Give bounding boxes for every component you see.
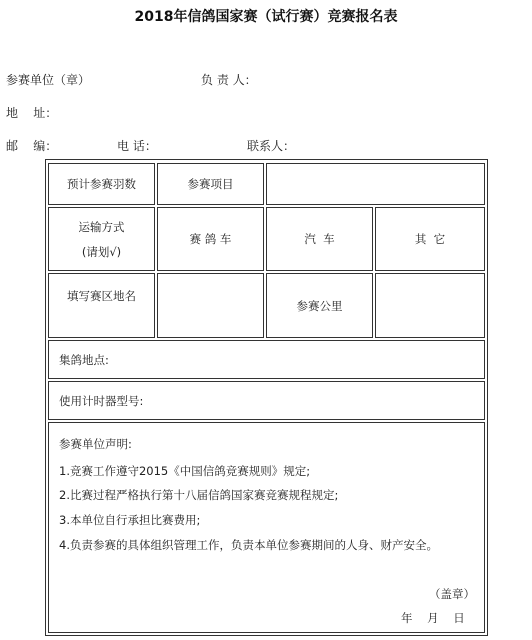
- gathering-place-field[interactable]: [48, 340, 485, 379]
- race-km-label: 参赛公里: [296, 298, 343, 313]
- declaration-item: 4.负责参赛的具体组织管理工作，负责本单位参赛期间的人身、财产安全。: [59, 538, 438, 552]
- timer-model-label: 使用计时器型号:: [59, 393, 144, 408]
- automobile-label: 汽 车: [304, 232, 335, 246]
- region-name-value[interactable]: [157, 273, 264, 338]
- declaration-item: 3.本单位自行承担比赛费用;: [59, 513, 201, 527]
- phone-label: 电 话：: [117, 139, 157, 153]
- event-item-cell: [157, 163, 264, 205]
- region-name-cell: [48, 273, 155, 338]
- race-km-cell: [266, 273, 373, 338]
- automobile-option[interactable]: [266, 207, 373, 271]
- date-label: 年 月 日: [401, 611, 465, 625]
- transport-label: 运输方式: [78, 219, 125, 234]
- event-item-label: 参赛项目: [187, 177, 234, 191]
- region-name-label: 填写赛区地名: [67, 289, 136, 303]
- seal-label: （盖章）: [429, 587, 475, 601]
- race-car-option[interactable]: [157, 207, 264, 271]
- declaration-item: 1.竞赛工作遵守2015《中国信鸽竞赛规则》规定;: [59, 464, 311, 478]
- leader-label: 负 责 人：: [201, 73, 257, 87]
- transport-hint: (请划√): [81, 244, 122, 259]
- form-title: 2018年信鸽国家赛（试行赛）竞赛报名表: [134, 9, 398, 25]
- transport-cell: [48, 207, 155, 271]
- timer-model-field[interactable]: [48, 381, 485, 420]
- declaration-heading: 参赛单位声明:: [59, 437, 132, 451]
- gathering-place-label: 集鸽地点:: [59, 352, 109, 367]
- postcode-label: 邮 编：: [6, 139, 58, 153]
- est-count-label: 预计参赛羽数: [67, 177, 136, 191]
- contact-label: 联系人：: [247, 139, 296, 153]
- race-car-label: 赛 鸽 车: [189, 232, 232, 246]
- declaration-item: 2.比赛过程严格执行第十八届信鸽国家赛竞赛规程规定;: [59, 488, 339, 502]
- unit-label: 参赛单位（章）: [6, 73, 91, 87]
- declaration-box: [48, 422, 485, 633]
- race-km-value[interactable]: [375, 273, 485, 338]
- other-option[interactable]: [375, 207, 485, 271]
- est-count-cell: [48, 163, 155, 205]
- other-label: 其 它: [414, 232, 446, 246]
- event-item-value[interactable]: [266, 163, 485, 205]
- address-label: 地 址：: [6, 106, 58, 120]
